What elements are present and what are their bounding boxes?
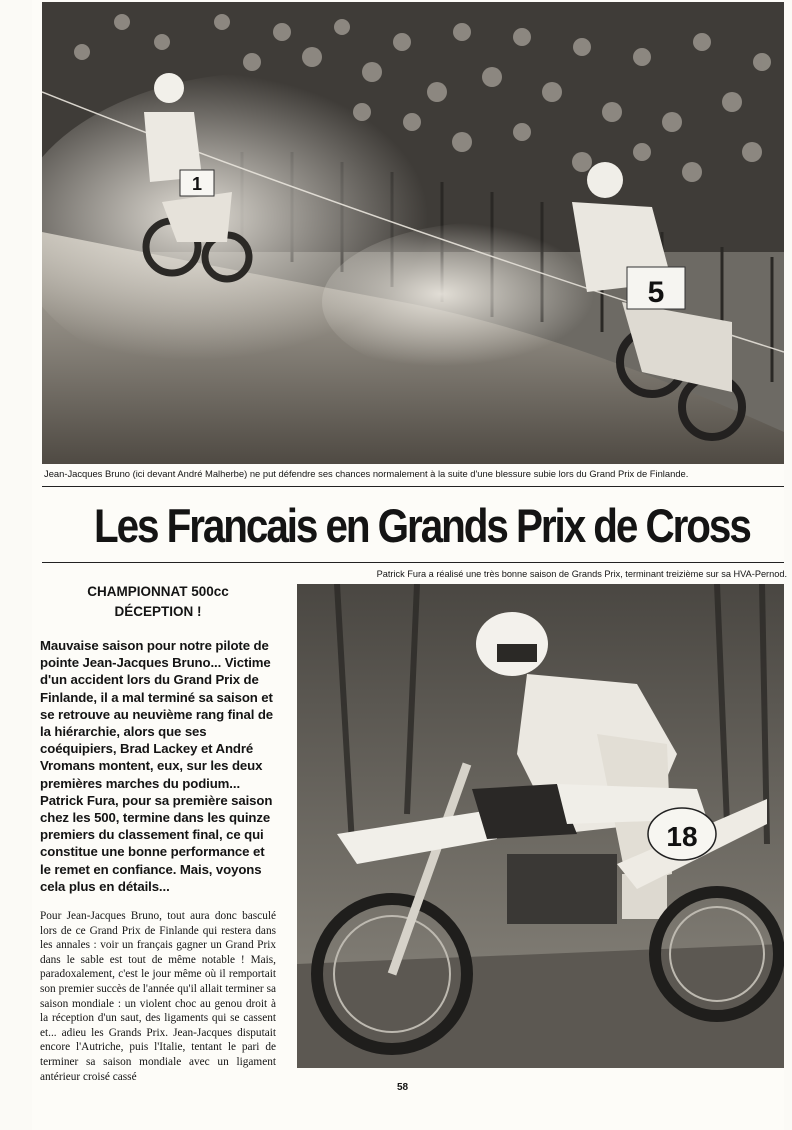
headline-bottom-rule <box>42 562 784 563</box>
right-photo-rider <box>297 584 784 1068</box>
plate-number-label: 18 <box>666 821 698 852</box>
section-heading-line2: DÉCEPTION ! <box>114 604 202 619</box>
article-lead-paragraph: Mauvaise saison pour notre pilote de pointe Jean-Jacques Bruno... Victime d'un accident lors du Grand Prix de Finlande, il a mal terminé sa saison et se retrouve au neuvième rang final de la hiérarchie, alors que ses coéquipiers, Brad Lackey et André Vromans montent, eux, sur les deux premières marches du podium... Patrick Fura, pour sa première saison chez les 500, termine dans les quinze premiers du classement final, ce qui constitue une bonne performance et le remet en confiance. Mais, voyons cela plus en détails... <box>40 638 274 894</box>
plate-number-label: 5 <box>647 276 665 309</box>
page-number: 58 <box>397 1082 409 1093</box>
article-body-paragraph: Pour Jean-Jacques Bruno, tout aura donc basculé lors de ce Grand Prix de Finlande qui restera dans les annales : voir un français gagner un Grand Prix dans le sable est tout de même notable ! Mais, paradoxalement, c'est le jour même où il remportait son premier succès de l'année qu'il allait terminer sa saison mondiale : un violent choc au genou droit à la réception d'un saut, des ligaments qui se cassent et... adieu les Grands Prix. Jean-Jacques disputait encore l'Autriche, puis l'Italie, tentant le pari de terminer sa saison mondiale avec un ligament antérieur croisé cassé <box>40 910 276 1083</box>
right-photo-caption: Patrick Fura a réalisé une très bonne saison de Grands Prix, terminant treizième sur sa HVA-Pernod. <box>376 569 787 579</box>
top-photo-caption: Jean-Jacques Bruno (ici devant André Malherbe) ne put défendre ses chances normalement à la suite d'une blessure subie lors du Grand Prix de Finlande. <box>44 468 689 479</box>
top-photo-motocross-race <box>42 2 784 464</box>
plate-number-label: 1 <box>191 174 203 194</box>
article-left-column <box>40 582 276 1084</box>
section-heading-line1: CHAMPIONNAT 500cc <box>87 584 229 599</box>
headline-top-rule <box>42 486 784 487</box>
article-headline: Les Francais en Grands Prix de Cross <box>93 499 750 552</box>
right-photo-illustration <box>297 584 784 1068</box>
magazine-page <box>32 0 787 1130</box>
top-photo-illustration <box>42 2 784 464</box>
